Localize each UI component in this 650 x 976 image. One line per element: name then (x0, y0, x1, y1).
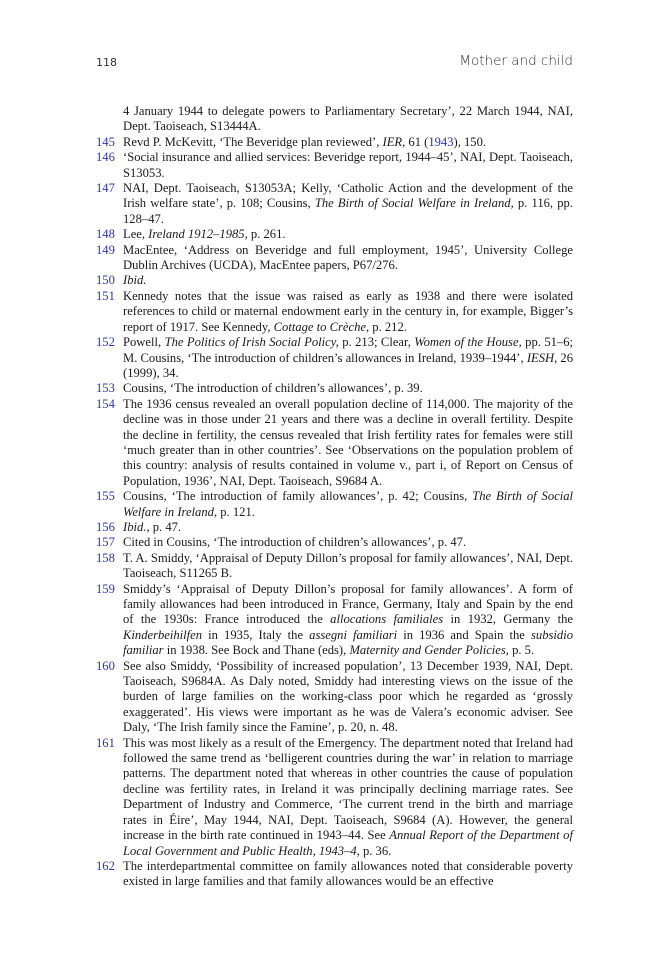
running-head-title: Mother and child (459, 53, 573, 69)
italic-title-text: IESH (526, 350, 555, 365)
note-text: ), 150. (453, 134, 487, 149)
endnote-159 (96, 582, 573, 659)
italic-title-text: Women of the House (414, 335, 519, 350)
italic-title-text: Cottage to Crèche, (273, 319, 370, 334)
endnote-number-link[interactable]: 151 (96, 288, 115, 303)
endnote-number-link[interactable]: 157 (96, 535, 115, 550)
endnote-162 (96, 859, 573, 890)
note-text: , 61 ( (402, 134, 429, 149)
note-text: , p. 121. (213, 504, 255, 519)
italic-title-text: Annual Report of the Department of Local Government and Public Health, 1943–4 (123, 828, 573, 858)
note-text: 4 January 1944 to delegate powers to Parliamentary Secretary’, 22 March 1944, NAI, Dept. Taoiseach, S13444A. (123, 104, 573, 134)
italic-title-text: Kinderbeihilfen (123, 627, 203, 642)
note-text: , p. 47. (146, 519, 182, 534)
note-text: , p. 116, pp. 128–47. (123, 196, 573, 226)
note-text: p. 261. (247, 227, 286, 242)
note-text: Powell, (123, 335, 165, 350)
endnote-number-link[interactable]: 149 (96, 242, 115, 257)
reference-link[interactable]: 1943 (428, 134, 454, 149)
endnote-number-link[interactable]: 154 (96, 396, 115, 411)
note-text: p. 5. (508, 643, 535, 658)
note-text: in 1932, Germany the (443, 612, 574, 627)
note-text: This was most likely as a result of the Emergency. The department noted that Ireland had followed the same trend as ‘belligerent countries during the war’ in relation to marriage patterns. The department noted that whereas in other countries the cause of population decline was fertility rates, in Ireland it was principally declining marriage rates. See Department of Industry and Commerce, ‘The current trend in the birth and marriage rates in Éire’, May 1944, NAI, Dept. Taoiseach, S9684 (A). However, the general increase in the birth rate continued in 1943–44. See (123, 735, 573, 843)
endnote-number-link[interactable]: 156 (96, 519, 115, 534)
endnote-number-link[interactable]: 150 (96, 273, 115, 288)
endnote-number-link[interactable]: 145 (96, 134, 115, 149)
endnote-number-link[interactable]: 147 (96, 181, 115, 196)
endnote-151 (96, 289, 573, 335)
endnote-157 (96, 535, 573, 550)
note-text: NAI, Dept. Taoiseach, S13053A; Kelly, ‘Catholic Action and the development of the Irish welfare state’, p. 108; Cousins, (123, 181, 573, 211)
endnote-number-link[interactable]: 148 (96, 227, 115, 242)
endnote-160 (96, 659, 573, 736)
note-text: The 1936 census revealed an overall population decline of 114,000. The majority of the decline was in those under 21 years and there was a decline in overall fertility. Despite the decline in fertility, the census revealed that Irish fertility rates for females were still ‘much greater than in other countries’. See ‘Observations on the population problem of this country: analysis of results contained in volume v., part i, of Report on Census of Population, 1936’, NAI, Dept. Taoiseach, S9684 A. (123, 396, 573, 488)
endnote-145 (96, 135, 573, 150)
italic-title-text: subsidio familiar (123, 627, 573, 658)
note-text: Kennedy notes that the issue was raised as early as 1938 and there were isolated references to child or maternal endowment early in the century in, for example, Bigger’s report of 1917. See Kennedy, (123, 288, 573, 334)
note-text: Lee, (123, 227, 149, 242)
italic-title-text: Ibid. (123, 273, 147, 288)
note-text: , pp. 51–6; M. Cousins, ‘The introduction of children’s allowances in Ireland, 1939–1944’, (123, 335, 574, 365)
note-text: MacEntee, ‘Address on Beveridge and full employment, 1945’, University College Dublin Archives (UCDA), MacEntee papers, P67/276. (123, 242, 573, 273)
note-text: in 1938. See Bock and Thane (eds), (163, 643, 350, 658)
note-text: See also Smiddy, ‘Possibility of increased population’, 13 December 1939, NAI, Dept. Taoiseach, S9684A. As Daly noted, Smiddy had interesting views on the issue of the burden of large families on the working-class poor which he regarded as ‘grossly exaggerated’. His views were important as he was de Valera’s economic adviser. See Daly, ‘The Irish family since the Famine’, p. 20, n. 48. (123, 658, 573, 735)
endnote-155 (96, 489, 573, 520)
endnote-number-link[interactable]: 161 (96, 735, 115, 750)
endnote-number-link[interactable]: 160 (96, 658, 115, 673)
endnote-number-link[interactable]: 155 (96, 489, 115, 504)
note-text: , p. 36. (356, 843, 392, 858)
italic-title-text: The Birth of Social Welfare in Ireland (123, 489, 574, 519)
note-text: ‘Social insurance and allied services: Beveridge report, 1944–45’, NAI, Dept. Taoiseach, S13053. (123, 150, 573, 180)
italic-title-text: Ibid. (123, 519, 147, 534)
note-text: Revd P. McKevitt, ‘The Beveridge plan reviewed’, (123, 134, 383, 149)
italic-title-text: assegni familiari (309, 627, 398, 642)
endnote-number-link[interactable]: 158 (96, 550, 115, 565)
endnote-153 (96, 381, 573, 396)
italic-title-text: The Politics of Irish Social Policy, (164, 335, 339, 350)
endnote-148 (96, 227, 573, 242)
endnote-continued (96, 104, 573, 135)
endnote-147 (96, 181, 573, 227)
note-text: in 1936 and Spain the (397, 627, 531, 642)
endnote-154 (96, 397, 573, 489)
page-number: 118 (96, 56, 117, 69)
running-header (96, 53, 573, 73)
note-text: , 26 (1999), 34. (123, 350, 574, 380)
endnote-150 (96, 273, 573, 288)
note-text: Cousins, ‘The introduction of children’s allowances’, p. 39. (123, 381, 423, 396)
italic-title-text: Maternity and Gender Policies, (349, 643, 509, 658)
endnote-156 (96, 520, 573, 535)
note-text: in 1935, Italy the (202, 627, 310, 642)
note-text: Cited in Cousins, ‘The introduction of children’s allowances’, p. 47. (123, 535, 467, 550)
endnote-149 (96, 243, 573, 274)
endnote-146 (96, 150, 573, 181)
endnote-number-link[interactable]: 159 (96, 581, 115, 596)
note-text: p. 213; Clear, (338, 335, 415, 350)
italic-title-text: allocations familiales (330, 612, 444, 627)
endnote-161 (96, 736, 573, 859)
endnote-number-link[interactable]: 153 (96, 381, 115, 396)
italic-title-text: IER (382, 134, 403, 149)
endnote-number-link[interactable]: 152 (96, 335, 115, 350)
endnote-152 (96, 335, 573, 381)
endnote-number-link[interactable]: 162 (96, 858, 115, 873)
note-text: p. 212. (369, 319, 407, 334)
note-text: T. A. Smiddy, ‘Appraisal of Deputy Dillon’s proposal for family allowances’, NAI, Dept. Taoiseach, S11265 B. (123, 550, 573, 581)
note-text: Smiddy’s ‘Appraisal of Deputy Dillon’s proposal for family allowances’. A form of family allowances had been introduced in France, Germany, Italy and Spain by the end of the 1930s: France introduced the (123, 581, 573, 627)
italic-title-text: The Birth of Social Welfare in Ireland (314, 196, 511, 211)
endnote-158 (96, 551, 573, 582)
italic-title-text: Ireland 1912–1985, (148, 227, 248, 242)
note-text: Cousins, ‘The introduction of family allowances’, p. 42; Cousins, (123, 489, 473, 504)
endnotes-list (96, 104, 573, 890)
note-text: The interdepartmental committee on family allowances noted that considerable poverty existed in large families and that family allowances would be an effective (123, 858, 573, 889)
endnote-number-link[interactable]: 146 (96, 150, 115, 165)
